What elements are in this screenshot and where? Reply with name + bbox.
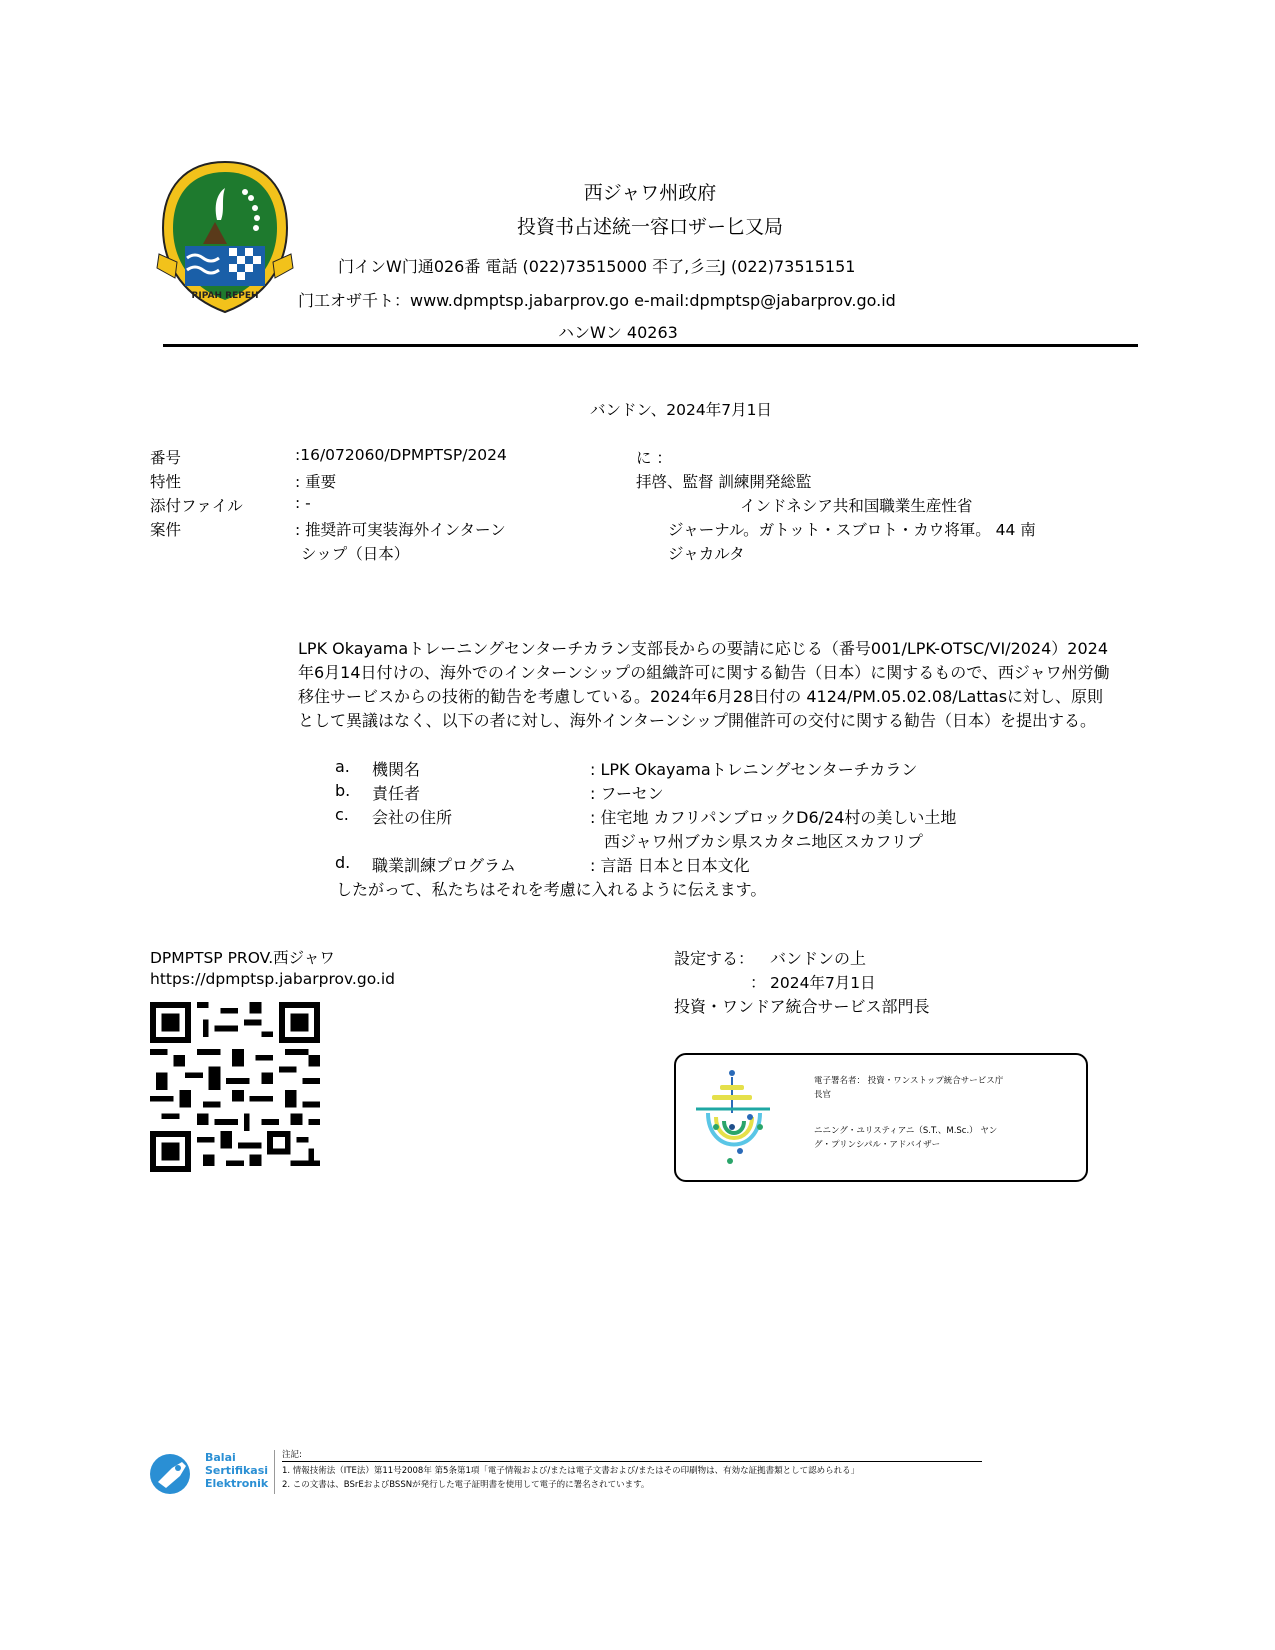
item-label-c: 会社の住所 xyxy=(372,808,453,827)
bsre-name3: Elektronik xyxy=(205,1477,269,1490)
postal-code: ハンWン 40263 xyxy=(558,323,678,342)
header-rule xyxy=(163,344,1138,347)
recipient-line1: 拝啓、監督 訓練開発総監 xyxy=(636,473,812,491)
date-line: バンドン、2024年7月1日 xyxy=(590,401,772,419)
body-paragraph: LPK Okayamaトレーニングセンターチカラン支部長からの要請に応じる（番号001/LPK-OTSC/VI/2024）2024年6月14日付けの、海外でのインターンシップの組織許可に関する勧告（日本）に関するもので、西ジャワ州労働移住サービスからの技術的勧告を考慮している。2024年6月28日付の 4124/PM.05.02.08/Lattasに対し、原則として異議はなく、以下の者に対し、海外インターンシップ開催許可の交付に関する勧告（日本）を提出する。 xyxy=(298,639,1110,730)
note-1: 1. 情報技術法（ITE法）第11号2008年 第5条第1項「電子情報および/または電子文書および/またはその印刷物は、有効な証拠書類として認められる」 xyxy=(282,1466,860,1476)
item-letter-a: a. xyxy=(335,757,350,776)
meta-label-nature: 特性 xyxy=(150,473,182,491)
item-letter-c: c. xyxy=(335,805,349,824)
item-value-c-cont: 西ジャワ州ブカシ県スカタニ地区スカフリプ xyxy=(604,832,923,851)
recipient-line2: インドネシア共和国職業生産性省 xyxy=(740,497,973,515)
bsre-divider xyxy=(274,1450,275,1494)
e-signature-box xyxy=(674,1053,1088,1182)
sign-date: 2024年7月1日 xyxy=(770,974,876,992)
item-value-c: : 住宅地 カフリパンブロックD6/24村の美しい土地 xyxy=(590,808,957,827)
meta-value-subject-cont: シップ（日本） xyxy=(301,545,410,563)
note-title: 注記: xyxy=(282,1450,302,1460)
note-rule xyxy=(282,1461,982,1462)
recipient-to: に ： xyxy=(636,449,672,467)
svg-text:RIPAH REPEH: RIPAH REPEH xyxy=(191,291,259,301)
web-email-line: 门工オザ千ト：www.dpmptsp.jabarprov.go e-mail:dpmptsp@jabarprov.go.id xyxy=(298,291,896,310)
sign-date-colon: ： xyxy=(750,973,767,992)
meta-value-number: :16/072060/DPMPTSP/2024 xyxy=(295,446,507,464)
sign-set-label: 設定する： xyxy=(674,949,755,968)
meta-value-attachment: : - xyxy=(295,494,311,512)
bsre-logo-icon xyxy=(148,1452,196,1496)
esign-line4: グ・プリンシパル・アドバイザー xyxy=(814,1140,941,1150)
footer-org: DPMPTSP PROV.西ジャワ xyxy=(150,949,335,967)
item-value-b: : フーセン xyxy=(590,784,664,803)
note-2: 2. この文書は、BSrEおよびBSSNが発行した電子証明書を使用して電子的に署名されています。 xyxy=(282,1480,650,1490)
west-java-emblem xyxy=(155,158,295,316)
sign-title: 投資・ワンドア統合サービス部門長 xyxy=(674,997,930,1016)
meta-label-subject: 案件 xyxy=(150,521,182,539)
footer-url[interactable]: https://dpmptsp.jabarprov.go.id xyxy=(150,970,395,988)
esign-line2: 長官 xyxy=(814,1090,832,1100)
item-value-d: : 言語 日本と日本文化 xyxy=(590,856,750,875)
bsre-name2: Sertifikasi xyxy=(205,1464,269,1477)
meta-label-attachment: 添付ファイル xyxy=(150,497,243,515)
bsre-name1: Balai xyxy=(205,1451,236,1464)
address-line: 门インW门通026番 電話 (022)73515000 㔻了,彡三J (022)73515151 xyxy=(338,257,856,276)
closing-sentence: したがって、私たちはそれを考慮に入れるように伝えます。 xyxy=(336,880,767,899)
esign-line3: ニニング・ユリスティアニ（S.T.、M.Sc.） ヤン xyxy=(814,1126,998,1136)
item-label-b: 責任者 xyxy=(372,784,421,803)
recipient-line4: ジャカルタ xyxy=(668,545,745,563)
signature-logo-icon xyxy=(690,1065,780,1175)
item-label-a: 機関名 xyxy=(372,760,421,779)
esign-line1: 電子署名者： 投資・ワンストップ統合サービス庁 xyxy=(814,1076,1004,1086)
item-letter-d: d. xyxy=(335,853,351,872)
government-name: 西ジャワ州政府 xyxy=(583,182,717,204)
meta-value-nature: : 重要 xyxy=(295,473,337,491)
meta-label-number: 番号 xyxy=(150,449,182,467)
office-name: 投資书占述統一容口ザー匕又局 xyxy=(516,216,783,238)
item-value-a: : LPK Okayamaトレニングセンターチカラン xyxy=(590,760,918,779)
item-letter-b: b. xyxy=(335,781,351,800)
qr-code xyxy=(150,1002,320,1172)
sign-set-value: バンドンの上 xyxy=(770,949,867,968)
recipient-line3: ジャーナル。ガトット・スブロト・カウ将軍。 44 南 xyxy=(668,521,1036,539)
item-label-d: 職業訓練プログラム xyxy=(372,856,516,875)
meta-value-subject: : 推奨許可実装海外インターン xyxy=(295,521,506,539)
